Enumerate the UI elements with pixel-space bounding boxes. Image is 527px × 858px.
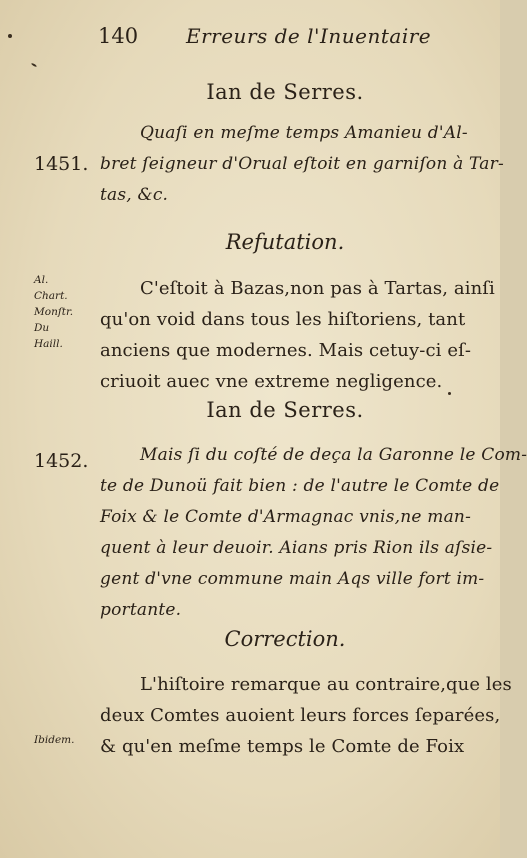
quote-line: Quaſi en meſme temps Amanieu d'Al-: [140, 123, 468, 143]
quote-line: gent d'vne commune main Aqs ville fort im-: [100, 569, 485, 589]
quote-line: bret ſeigneur d'Orual eſtoit en garniſon à Tar-: [100, 154, 504, 174]
quote-line: portante.: [100, 600, 182, 620]
text-block: [100, 273, 495, 397]
margin-note: Haill.: [34, 338, 63, 350]
quote-line: Mais ſi du coſté de deça la Garonne le Com-: [140, 445, 527, 465]
text-line: C'eſtoit à Bazas,non pas à Tartas, ainſi: [140, 278, 495, 299]
page-header: [98, 22, 438, 52]
running-title: Erreurs de l'Inuentaire: [186, 24, 432, 48]
quote-block: [100, 118, 504, 211]
ink-speck: [31, 63, 37, 68]
text-block: [100, 669, 512, 762]
margin-note: Al.: [34, 274, 49, 286]
page-number: 140: [98, 24, 139, 48]
section-heading: Refutation.: [225, 230, 345, 254]
quote-line: tas, &c.: [100, 185, 169, 205]
quote-line: Foix & le Comte d'Armagnac vnis,ne man-: [100, 507, 472, 527]
margin-notes: [34, 732, 74, 748]
margin-note: Monſtr.: [34, 306, 74, 318]
text-line: criuoit auec vne extreme negligence.: [100, 371, 443, 392]
ink-speck: [8, 34, 12, 38]
margin-year: 1452.: [34, 450, 89, 472]
margin-note: Du: [34, 322, 50, 334]
margin-note: Chart.: [34, 290, 68, 302]
section-heading: Correction.: [224, 627, 346, 651]
text-line: & qu'en meſme temps le Comte de Foix: [100, 736, 465, 757]
author-heading: Ian de Serres.: [206, 398, 364, 422]
margin-year: 1451.: [34, 153, 89, 175]
margin-notes: [34, 272, 73, 352]
quote-line: te de Dunoü fait bien : de l'autre le Comte de: [100, 476, 500, 496]
quote-block: [100, 440, 527, 626]
text-line: L'hiſtoire remarque au contraire,que les: [140, 674, 512, 695]
quote-line: quent à leur deuoir. Aians pris Rion ils aſsie-: [100, 538, 493, 558]
text-line: deux Comtes auoient leurs forces ſeparées,: [100, 705, 501, 726]
text-line: anciens que modernes. Mais cetuy-ci eſ-: [100, 340, 472, 361]
margin-note: Ibidem.: [34, 734, 75, 746]
author-heading: Ian de Serres.: [206, 80, 364, 104]
text-line: qu'on void dans tous les hiſtoriens, tant: [100, 309, 466, 330]
